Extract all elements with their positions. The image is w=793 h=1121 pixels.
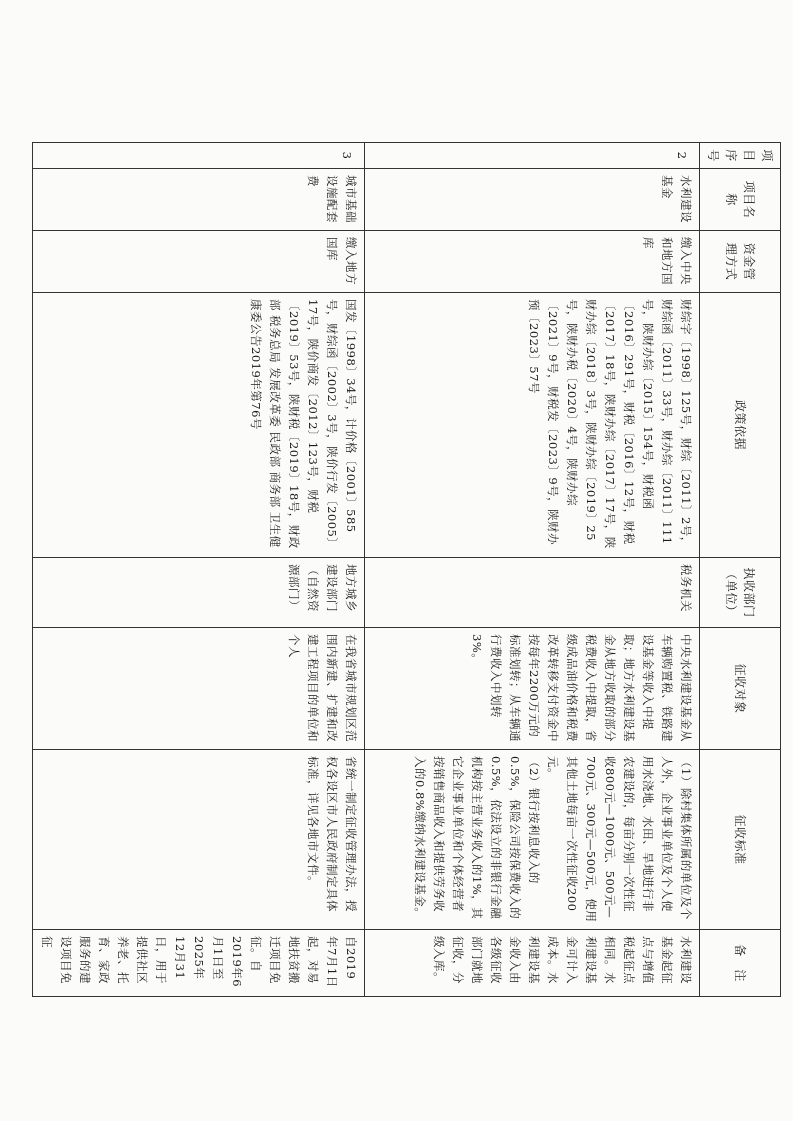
row-basis: 财综字〔1998〕125号，财综〔2011〕2号，财综函〔2011〕33号，财办综〔2011〕111号，陕财办综〔2015〕154号，财税函〔2016〕291号，财税〔2016〕12号，财税〔2017〕18号，陕财办综〔2017〕17号，陕财办综〔2018〕3号，陕财办综〔2019〕25号，陕财办税〔2020〕4号，陕财办综〔2021〕9号，财税发〔2023〕9号，陕财办预〔2023〕57号 <box>365 293 700 558</box>
row-standard: 省统一制定征收管理办法，授权各设区市人民政府制定具体标准，详见各地市文件。 <box>33 750 365 930</box>
table-row <box>365 143 700 997</box>
row-name: 城市基础设施配套费 <box>33 169 365 231</box>
row-note: 自2019年7月1日起，对易地扶贫搬迁项目免征。自2019年6月1日至2025年12月31日，用于提供社区养老、托育、家政服务的建设项目免征 <box>33 930 365 997</box>
header-mgmt: 资金管理方式 <box>700 231 781 293</box>
row-object: 在我省城市规划区范围内新建、扩建和改建工程项目的单位和个人 <box>33 628 365 750</box>
header-object: 征收对象 <box>700 628 781 750</box>
row-mgmt: 缴入地方国库 <box>33 231 365 293</box>
row-object: 中央水利建设基金从车辆购置税、铁路建设基金等收入中提取；地方水利建设基金从地方收取的部分税费收入中提取，省级成品油价格和税费改革转移支付资金中按每年2200万元的标准划转；从车辆通行费收入中划转3%。 <box>365 628 700 750</box>
row-standard <box>365 750 700 930</box>
header-note: 备 注 <box>700 930 781 997</box>
row-note: 水利建设基金起征点与增值税起征点相同。水利建设基金可计入成本。水利建设基金收入由各级征收部门就地征收，分级入库。 <box>365 930 700 997</box>
header-standard: 征收标准 <box>700 750 781 930</box>
row-dept: 税务机关 <box>365 558 700 628</box>
row-name: 水利建设基金 <box>365 169 700 231</box>
fee-table <box>32 142 781 997</box>
standard-paragraph: （1）除村集体所属的单位及个人外，企业事业单位及个人使用水浇地、水田、旱地进行非农建设的，每亩分别一次性征收800元—1000元、500元—700元、300元—500元，使用其他土地每亩一次性征收200元。 <box>546 756 693 923</box>
row-basis: 国发〔1998〕34号，计价格〔2001〕585号，财综函〔2002〕3号，陕价行发〔2005〕17号，陕价商发〔2012〕123号，财税〔2019〕53号，陕财税〔2019〕18号，财政部 税务总局 发展改革委 民政部 商务部 卫生健康委公告2019年第76号 <box>33 293 365 558</box>
header-basis: 政策依据 <box>700 293 781 558</box>
header-no: 项目序号 <box>700 143 781 169</box>
header-dept: 执收部门（单位） <box>700 558 781 628</box>
header-name: 项目名称 <box>700 169 781 231</box>
rotated-table-frame <box>40 142 781 996</box>
row-no: 2 <box>365 143 700 169</box>
row-dept: 地方城乡建设部门（自然资源部门） <box>33 558 365 628</box>
standard-paragraph: （2）银行按利息收入的0.5%，保险公司按保费收入的0.5%，依法设立的非银行金融机构按主营业务收入的1%，其它企业事业单位和个体经营者按销售商品收入和提供劳务收入的0.8%缴纳水利建设基金。 <box>413 756 541 920</box>
table-row <box>33 143 365 997</box>
row-mgmt: 缴入中央和地方国库 <box>365 231 700 293</box>
table-header-row <box>700 143 781 997</box>
row-no: 3 <box>33 143 365 169</box>
